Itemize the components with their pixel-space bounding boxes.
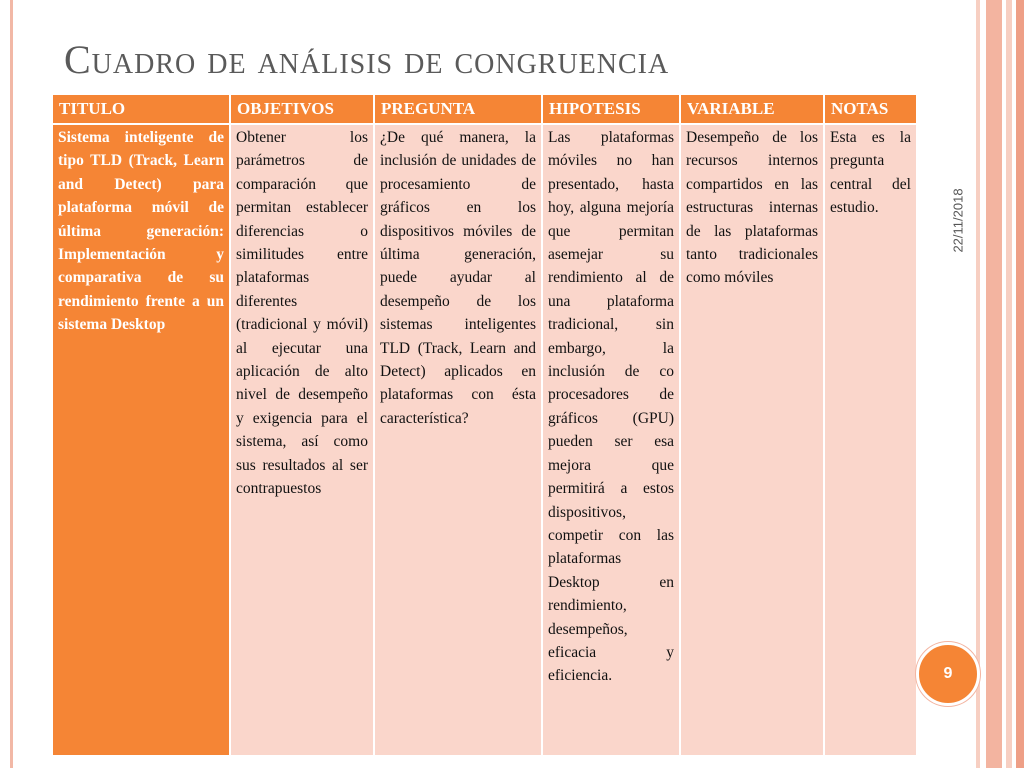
table-header-row bbox=[52, 94, 917, 124]
header-objetivos: OBJETIVOS bbox=[230, 94, 374, 124]
page-number-badge bbox=[916, 642, 980, 706]
header-pregunta: PREGUNTA bbox=[374, 94, 542, 124]
cell-variable: Desempeño de los recursos internos compartidos en las estructuras internas de las plataformas tanto tradicionales como móviles bbox=[680, 124, 824, 756]
header-notas: NOTAS bbox=[824, 94, 917, 124]
cell-titulo: Sistema inteligente de tipo TLD (Track, Learn and Detect) para plataforma móvil de última generación: Implementación y comparativa de su rendimiento frente a un sistema Desktop bbox=[52, 124, 230, 756]
stripe bbox=[976, 0, 980, 768]
page-number: 9 bbox=[943, 665, 953, 682]
header-variable: VARIABLE bbox=[680, 94, 824, 124]
stripe bbox=[1006, 0, 1012, 768]
table-row bbox=[52, 124, 917, 756]
cell-pregunta: ¿De qué manera, la inclusión de unidades de procesamiento de gráficos en los dispositivos móviles de última generación, puede ayudar al desempeño de los sistemas inteligentes TLD (Track, Learn and Detect) aplicados en plataformas con ésta característica? bbox=[374, 124, 542, 756]
cell-notas: Esta es la pregunta central del estudio. bbox=[824, 124, 917, 756]
slide-date bbox=[946, 160, 970, 280]
slide-title: Cuadro de análisis de congruencia bbox=[64, 37, 670, 82]
stripe bbox=[986, 0, 1002, 768]
congruence-table bbox=[51, 93, 918, 757]
cell-hipotesis: Las plataformas móviles no han presentado, hasta hoy, alguna mejoría que permitan asemejar su rendimiento al de una plataforma tradicional, sin embargo, la inclusión de co procesadores de gráficos (GPU) pueden ser esa mejora que permitirá a estos dispositivos, competir con las plataformas Desktop en rendimiento, desempeños, eficacia y eficiencia. bbox=[542, 124, 680, 756]
right-decorative-stripes bbox=[976, 0, 1024, 768]
left-decorative-rule bbox=[10, 0, 13, 768]
header-hipotesis: HIPOTESIS bbox=[542, 94, 680, 124]
cell-objetivos: Obtener los parámetros de comparación que permitan establecer diferencias o similitudes entre plataformas diferentes (tradicional y móvil) al ejecutar una aplicación de alto nivel de desempeño y exigencia para el sistema, así como sus resultados al ser contrapuestos bbox=[230, 124, 374, 756]
header-titulo: TITULO bbox=[52, 94, 230, 124]
slide-date-text: 22/11/2018 bbox=[950, 187, 966, 253]
stripe bbox=[1016, 0, 1024, 768]
